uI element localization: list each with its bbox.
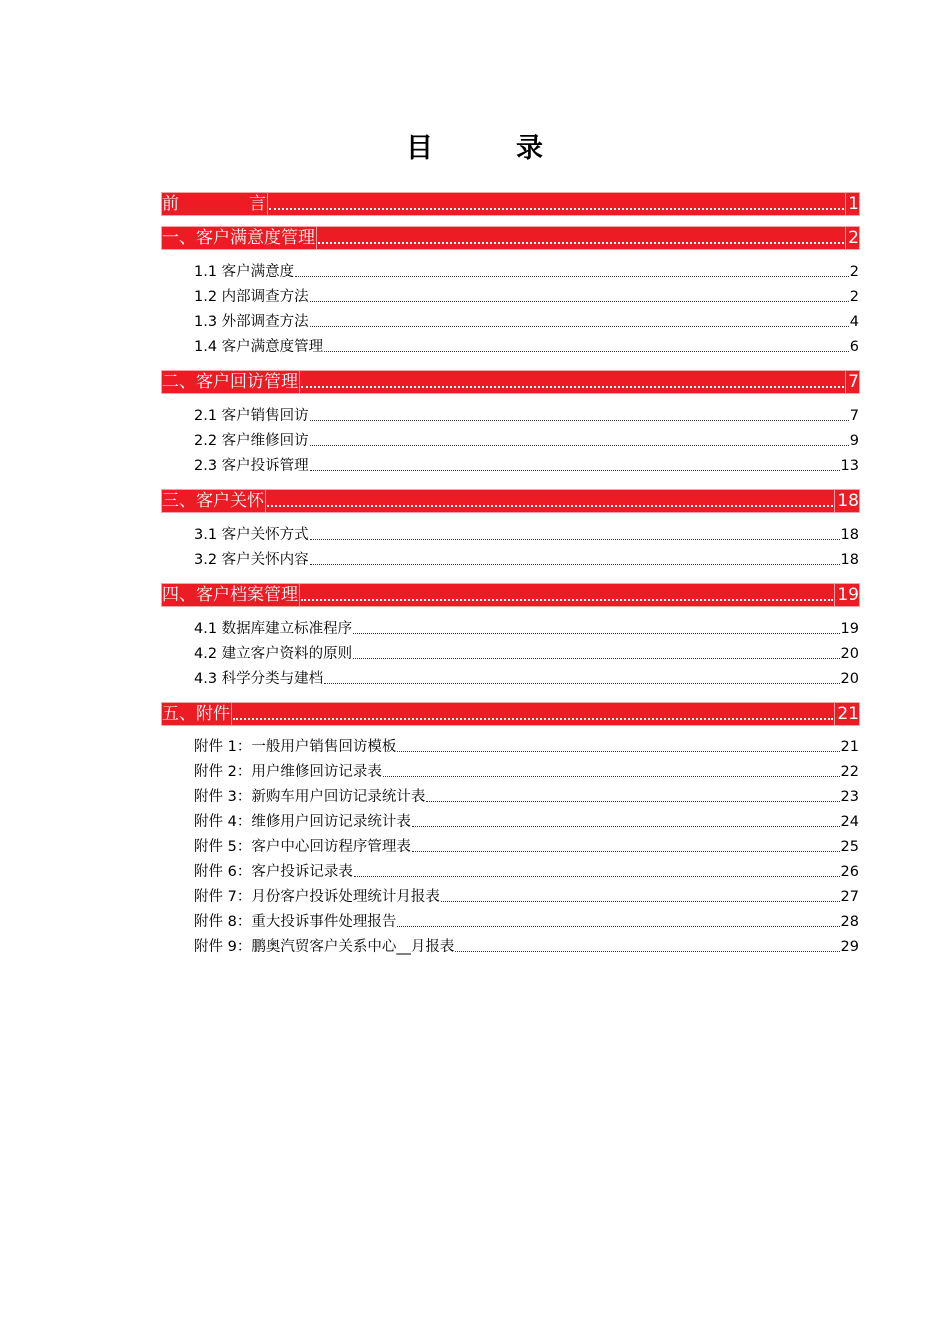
toc-heading-section-4[interactable] bbox=[162, 584, 859, 606]
toc-item[interactable] bbox=[162, 312, 859, 332]
toc-item-label: 附件 6：客户投诉记录表 bbox=[194, 864, 353, 880]
title-char-2: 录 bbox=[516, 133, 543, 164]
toc-item[interactable] bbox=[162, 862, 859, 882]
toc-item[interactable] bbox=[162, 669, 859, 689]
toc-item-label: 附件 7：月份客户投诉处理统计月报表 bbox=[194, 889, 440, 905]
dot-leader bbox=[301, 598, 833, 601]
toc-item[interactable] bbox=[162, 525, 859, 545]
toc-heading-section-2[interactable] bbox=[162, 371, 859, 393]
toc-page-number: 18 bbox=[840, 552, 859, 568]
toc-page-number: 7 bbox=[849, 408, 859, 424]
toc-item-label: 附件 1：一般用户销售回访模板 bbox=[194, 739, 397, 755]
toc-page-number: 24 bbox=[840, 814, 859, 830]
toc-item-label: 3.2 客户关怀内容 bbox=[194, 552, 309, 568]
toc-page-number: 25 bbox=[840, 839, 859, 855]
dot-leader bbox=[412, 825, 840, 827]
toc-page-number: 22 bbox=[840, 764, 859, 780]
dot-leader bbox=[354, 875, 840, 877]
dot-leader bbox=[301, 385, 844, 388]
toc-item-label: 4.3 科学分类与建档 bbox=[194, 671, 324, 687]
toc-item-label: 1.3 外部调查方法 bbox=[194, 314, 309, 330]
toc-item-label: 4.2 建立客户资料的原则 bbox=[194, 646, 353, 662]
dot-leader bbox=[310, 300, 849, 302]
toc-item[interactable] bbox=[162, 406, 859, 426]
toc-item-label: 2.3 客户投诉管理 bbox=[194, 458, 309, 474]
toc-item[interactable] bbox=[162, 762, 859, 782]
toc-page-number: 20 bbox=[840, 671, 859, 687]
toc-item[interactable] bbox=[162, 550, 859, 570]
toc-item[interactable] bbox=[162, 456, 859, 476]
toc-page-number: 27 bbox=[840, 889, 859, 905]
dot-leader bbox=[310, 563, 840, 565]
dot-leader bbox=[324, 350, 849, 352]
toc-page-number: 21 bbox=[834, 703, 859, 725]
dot-leader bbox=[353, 632, 839, 634]
dot-leader bbox=[310, 325, 849, 327]
toc-page-number: 26 bbox=[840, 864, 859, 880]
toc-item[interactable] bbox=[162, 912, 859, 932]
toc-heading-label: 二、客户回访管理 bbox=[162, 372, 298, 392]
toc-heading-label bbox=[162, 193, 268, 215]
toc-item-label: 1.2 内部调查方法 bbox=[194, 289, 309, 305]
dot-leader bbox=[233, 717, 833, 720]
toc-page-number: 18 bbox=[834, 490, 859, 512]
toc-item-label: 4.1 数据库建立标准程序 bbox=[194, 621, 353, 637]
toc-page-number: 2 bbox=[849, 264, 859, 280]
toc-item-label: 附件 2：用户维修回访记录表 bbox=[194, 764, 382, 780]
dot-leader bbox=[269, 207, 844, 210]
toc-page-number: 19 bbox=[840, 621, 859, 637]
toc-item-label: 2.2 客户维修回访 bbox=[194, 433, 309, 449]
toc-item[interactable] bbox=[162, 287, 859, 307]
toc-heading-label: 一、客户满意度管理 bbox=[162, 228, 315, 248]
dot-leader bbox=[310, 444, 849, 446]
dot-leader bbox=[397, 925, 839, 927]
toc-page-number: 21 bbox=[840, 739, 859, 755]
toc-heading-label: 四、客户档案管理 bbox=[162, 585, 298, 605]
toc-item[interactable] bbox=[162, 887, 859, 907]
toc-heading-section-3[interactable] bbox=[162, 490, 859, 512]
dot-leader bbox=[353, 657, 839, 659]
dot-leader bbox=[267, 504, 833, 507]
preface-char-2: 言 bbox=[249, 194, 266, 214]
toc-page-number: 19 bbox=[834, 584, 859, 606]
toc-page-number: 18 bbox=[840, 527, 859, 543]
toc-item[interactable] bbox=[162, 262, 859, 282]
toc-item[interactable] bbox=[162, 937, 859, 957]
toc-page-number: 6 bbox=[849, 339, 859, 355]
dot-leader bbox=[412, 850, 840, 852]
dot-leader bbox=[310, 469, 840, 471]
toc-page-number: 1 bbox=[845, 193, 859, 215]
toc-page-number: 28 bbox=[840, 914, 859, 930]
dot-leader bbox=[310, 538, 840, 540]
toc-page-number: 2 bbox=[845, 227, 859, 249]
toc-item-label: 3.1 客户关怀方式 bbox=[194, 527, 309, 543]
toc-heading-preface[interactable] bbox=[162, 193, 859, 215]
preface-char-1: 前 bbox=[162, 194, 179, 214]
toc-item[interactable] bbox=[162, 787, 859, 807]
toc-item-label: 1.1 客户满意度 bbox=[194, 264, 295, 280]
toc-item[interactable] bbox=[162, 619, 859, 639]
dot-leader bbox=[310, 419, 849, 421]
toc-item[interactable] bbox=[162, 337, 859, 357]
toc-item[interactable] bbox=[162, 644, 859, 664]
toc-item[interactable] bbox=[162, 737, 859, 757]
toc-heading-section-1[interactable] bbox=[162, 227, 859, 249]
toc-heading-label: 五、附件 bbox=[162, 704, 230, 724]
toc-page-number: 2 bbox=[849, 289, 859, 305]
dot-leader bbox=[324, 682, 839, 684]
toc-item-label: 附件 5：客户中心回访程序管理表 bbox=[194, 839, 411, 855]
dot-leader bbox=[426, 800, 839, 802]
toc-page-number: 20 bbox=[840, 646, 859, 662]
toc-item[interactable] bbox=[162, 812, 859, 832]
title-char-1: 目 bbox=[406, 133, 433, 164]
dot-leader bbox=[455, 950, 839, 952]
toc-page-number: 13 bbox=[840, 458, 859, 474]
toc-page-number: 9 bbox=[849, 433, 859, 449]
toc-page-number: 4 bbox=[849, 314, 859, 330]
toc-item[interactable] bbox=[162, 431, 859, 451]
toc-item[interactable] bbox=[162, 837, 859, 857]
dot-leader bbox=[397, 750, 839, 752]
dot-leader bbox=[295, 275, 849, 277]
toc-item-label: 2.1 客户销售回访 bbox=[194, 408, 309, 424]
toc-page-number: 29 bbox=[840, 939, 859, 955]
toc-item-label: 附件 4：维修用户回访记录统计表 bbox=[194, 814, 411, 830]
toc-page-number: 23 bbox=[840, 789, 859, 805]
toc-page-number: 7 bbox=[845, 371, 859, 393]
toc-item-label: 1.4 客户满意度管理 bbox=[194, 339, 324, 355]
toc-heading-section-5[interactable] bbox=[162, 703, 859, 725]
dot-leader bbox=[318, 241, 844, 244]
toc-item-label: 附件 8：重大投诉事件处理报告 bbox=[194, 914, 397, 930]
toc-heading-label: 三、客户关怀 bbox=[162, 491, 264, 511]
toc-item-label: 附件 9：鹏奥汽贸客户关系中心__月报表 bbox=[194, 939, 455, 955]
dot-leader bbox=[441, 900, 840, 902]
toc-item-label: 附件 3：新购车用户回访记录统计表 bbox=[194, 789, 426, 805]
dot-leader bbox=[383, 775, 840, 777]
